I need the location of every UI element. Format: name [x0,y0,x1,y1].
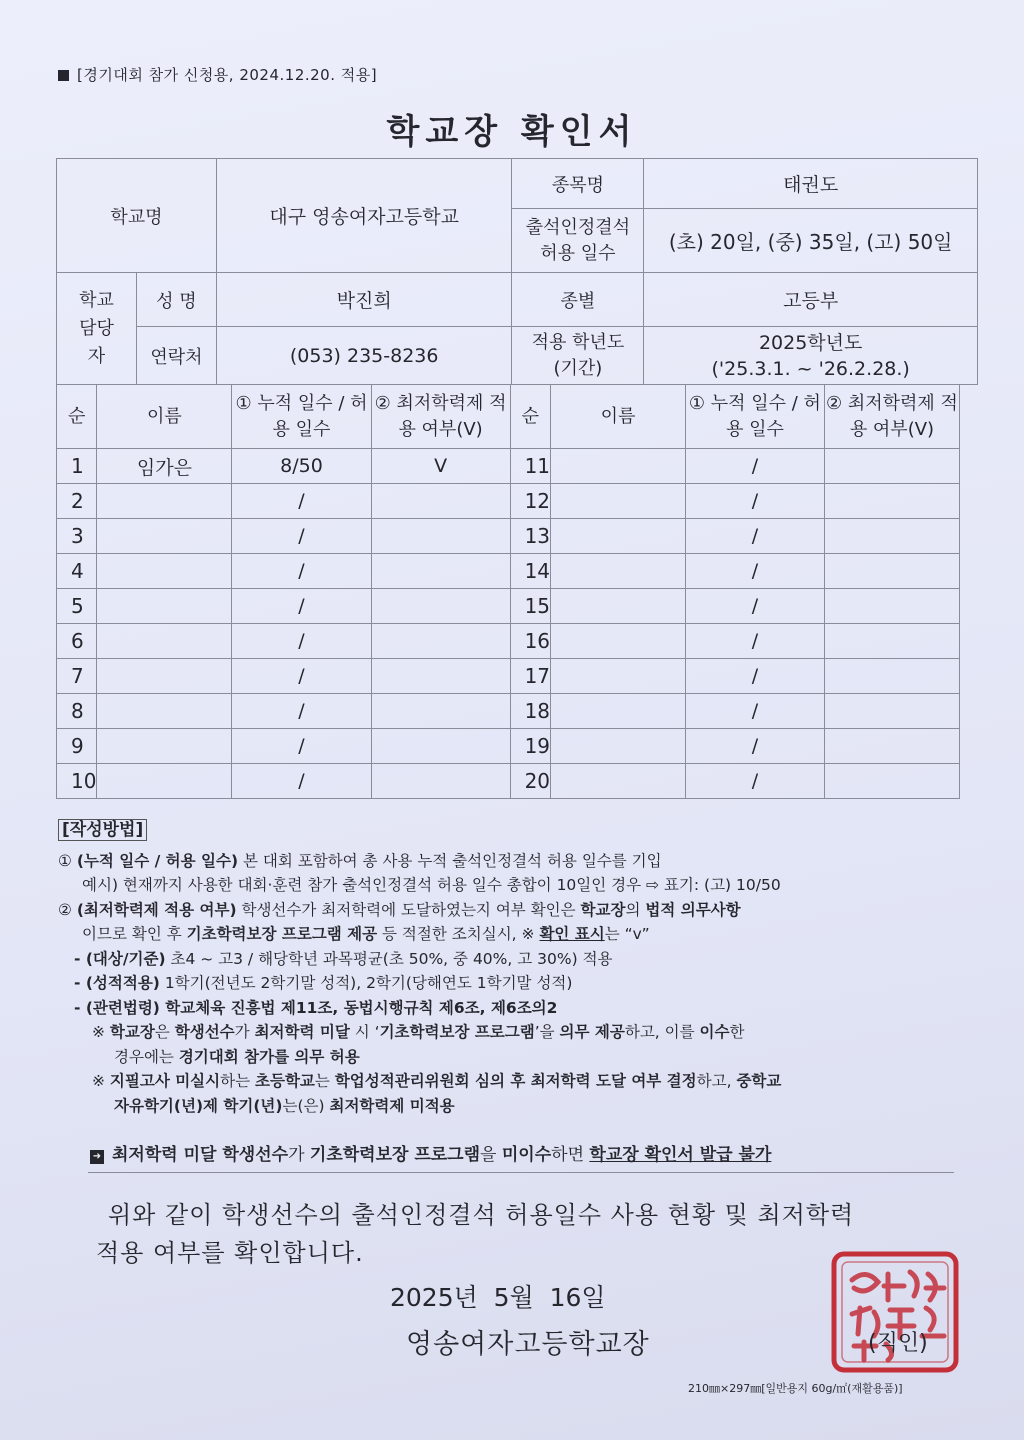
t: 가 [288,1145,310,1165]
t: 최저학력 미달 [254,1023,350,1041]
t: 학교체육 진흥법 제11조, 동법시행규칙 제6조, 제6조의2 [159,998,558,1017]
instruction-item-1 [58,849,968,874]
row-no: 17 [510,659,550,694]
instruction-item-2 [58,898,968,923]
sport-value: 태권도 [644,159,978,209]
t: 최저학력제 미적용 [329,1096,455,1115]
row-minimum [371,519,510,554]
t: 본 대회 포함하여 총 사용 누적 출석인정결석 허용 일수를 기입 [238,851,662,870]
t: ② [58,900,77,919]
instruction-sub-3 [58,996,968,1021]
t: 경기대회 참가를 의무 허용 [178,1047,360,1066]
row-name [551,694,686,729]
row-days: / [232,729,371,764]
checkbox-arrow-icon: ➜ [90,1150,104,1164]
instruction-note-2-cont [58,1094,968,1119]
t: 중학교 [736,1072,782,1090]
row-no: 4 [57,554,97,589]
table-row [57,659,960,694]
square-bullet-icon [58,70,69,81]
t: 경우에는 [114,1047,179,1066]
t: 는(은) [282,1096,330,1115]
row-no: 12 [510,484,550,519]
table-row [57,729,960,764]
row-name [551,449,686,484]
t: 가 [234,1023,255,1041]
row-no: 5 [57,589,97,624]
sport-label: 종목명 [512,159,644,209]
row-minimum [824,484,959,519]
row-name [551,729,686,764]
row-days: / [685,624,824,659]
row-days: / [232,484,371,519]
row-minimum [824,659,959,694]
row-minimum [371,484,510,519]
t: 하면 [551,1145,590,1165]
school-value: 대구 영송여자고등학교 [216,159,512,273]
t: 는 [314,1072,335,1090]
t: - (성적적용) [74,974,160,992]
row-name [551,589,686,624]
row-no: 11 [510,449,550,484]
division-value: 고등부 [644,273,978,327]
paper-spec: 210㎜×297㎜[일반용지 60g/㎡(재활용품)] [688,1382,903,1395]
row-minimum [824,519,959,554]
header-name-left: 이름 [97,385,232,449]
division-label: 종별 [512,273,644,327]
row-name [97,624,232,659]
t: 학교장 [109,1023,155,1041]
header-note-text: [경기대회 참가 신청용, 2024.12.20. 적용] [77,66,378,84]
instruction-note-1 [58,1020,968,1045]
t: 는 “v” [604,925,650,943]
row-no: 9 [57,729,97,764]
row-no: 14 [510,554,550,589]
row-name [97,589,232,624]
t: 자유학기(년)제 학기(년) [114,1096,283,1115]
row-days: / [685,484,824,519]
row-days: / [685,764,824,799]
instructions-title-text: [작성방법] [58,819,147,841]
row-minimum [371,694,510,729]
instruction-note-1-cont [58,1045,968,1070]
statement-line-1: 위와 같이 학생선수의 출석인정결석 허용일수 사용 현황 및 최저학력 [108,1201,855,1229]
t: 을 [480,1145,502,1165]
t: 초4 ~ 고3 / 해당학년 과목평균(초 50%, 중 40%, 고 30%) 적용 [165,949,613,968]
instruction-example: 예시) 현재까지 사용한 대회·훈련 참가 출석인정결석 허용 일수 총합이 10일인 경우 ⇨ 표기: (고) 10/50 [82,876,781,894]
row-no: 8 [57,694,97,729]
t: 학교장 [580,900,626,919]
t: 의무 제공 [559,1023,625,1041]
contact-label: 연락처 [136,327,216,385]
row-name: 임가은 [97,449,232,484]
t: 지필고사 미실시 [109,1072,221,1090]
row-no: 16 [510,624,550,659]
row-name [97,519,232,554]
t: 한 [729,1023,745,1041]
row-minimum [824,729,959,764]
issue-date: 2025년 5월 16일 [390,1283,606,1312]
instructions-section [58,818,968,1118]
t: 학생선수 [174,1023,235,1041]
instruction-sub-1 [58,947,968,972]
row-days: / [232,694,371,729]
row-minimum [371,554,510,589]
row-name [97,694,232,729]
row-no: 19 [510,729,550,764]
t: 등 적절한 조치실시, ※ [377,925,540,943]
document-title: 학교장 확인서 [386,112,638,152]
manager-label: 학교 담당자 [57,273,137,385]
t: 기초학력보장 프로그램 제공 [186,925,378,943]
t: 의 [625,900,646,919]
signer-name: 영송여자고등학교장 [406,1329,650,1360]
instruction-item-2-cont [58,922,968,947]
t: 법적 의무사항 [645,900,741,919]
t: (누적 일수 / 허용 일수) [76,851,239,870]
row-name [97,554,232,589]
header-minimum-right: ② 최저학력제 적용 여부(V) [824,385,959,449]
t: 학업성적관리위원회 심의 후 최저학력 도달 여부 결정 [334,1072,697,1090]
t: 이므로 확인 후 [82,925,187,943]
row-days: / [685,694,824,729]
year-value: 2025학년도 [758,331,863,354]
divider [88,1172,954,1173]
row-days: / [232,519,371,554]
t: 은 [154,1023,175,1041]
school-label: 학교명 [57,159,217,273]
allow-value: (초) 20일, (중) 35일, (고) 50일 [644,209,978,273]
row-minimum [824,589,959,624]
name-label: 성 명 [136,273,216,327]
row-days: / [685,659,824,694]
t: (최저학력제 적용 여부) [76,900,237,919]
header-name-right: 이름 [551,385,686,449]
year-period: ('25.3.1. ~ '26.2.28.) [711,357,910,380]
year-cell [644,327,978,385]
row-minimum [824,449,959,484]
row-name [97,484,232,519]
table-row [57,519,960,554]
t: ’을 [534,1023,560,1041]
contact-value: (053) 235-8236 [216,327,512,385]
confirmation-statement [96,1196,956,1272]
row-minimum [371,764,510,799]
row-minimum [824,764,959,799]
row-minimum: V [371,449,510,484]
row-days: / [232,764,371,799]
roster-body [57,449,960,799]
instruction-sub-2 [58,971,968,996]
t: 기초학력보장 프로그램 [379,1023,535,1041]
instructions-title [58,818,968,843]
seal-label: (직인) [868,1331,928,1356]
row-days: / [685,729,824,764]
header-days-left: ① 누적 일수 / 허용 일수 [232,385,371,449]
t: ※ [92,1023,110,1041]
name-value: 박진희 [216,273,512,327]
row-days: / [685,589,824,624]
row-no: 10 [57,764,97,799]
row-no: 2 [57,484,97,519]
row-minimum [824,694,959,729]
info-table [56,158,978,385]
t: 초등학교 [255,1072,315,1090]
row-no: 20 [510,764,550,799]
table-row [57,764,960,799]
t: 1학기(전년도 2학기말 성적), 2학기(당해연도 1학기말 성적) [159,974,573,992]
row-days: 8/50 [232,449,371,484]
t: 학교장 확인서 발급 불가 [589,1145,772,1165]
row-days: / [232,589,371,624]
table-row [57,589,960,624]
row-name [97,659,232,694]
t: 시 ‘ [349,1023,380,1041]
row-days: / [685,554,824,589]
t: 미이수 [501,1145,552,1165]
row-days: / [685,449,824,484]
t: ※ [92,1072,110,1090]
allow-label: 출석인정결석 허용 일수 [512,209,644,273]
form-header-note [58,64,377,85]
row-name [551,484,686,519]
row-minimum [824,554,959,589]
row-no: 13 [510,519,550,554]
row-name [97,764,232,799]
row-days: / [232,624,371,659]
row-days: / [232,554,371,589]
t: 하고, 이를 [624,1023,700,1041]
t: 최저학력 미달 학생선수 [112,1145,289,1165]
header-no-left: 순 [57,385,97,449]
t: 확인 표시 [539,925,605,943]
issuance-notice [90,1140,771,1165]
row-no: 15 [510,589,550,624]
header-minimum-left: ② 최저학력제 적용 여부(V) [371,385,510,449]
row-no: 18 [510,694,550,729]
row-minimum [371,624,510,659]
row-no: 7 [57,659,97,694]
table-row [57,449,960,484]
t: 학생선수가 최저학력에 도달하였는지 여부 확인은 [236,900,581,919]
statement-line-2: 적용 여부를 확인합니다. [96,1239,364,1267]
t: 기초학력보장 프로그램 [309,1145,481,1165]
t: - (대상/기준) [74,949,166,968]
row-name [551,624,686,659]
year-label: 적용 학년도 (기간) [512,327,644,385]
row-minimum [371,729,510,764]
t: 하고, [696,1072,737,1090]
row-name [551,659,686,694]
table-row [57,484,960,519]
row-name [551,764,686,799]
row-no: 6 [57,624,97,659]
roster-table [56,384,960,799]
table-row [57,624,960,659]
t: 하는 [220,1072,256,1090]
row-minimum [371,589,510,624]
row-name [551,519,686,554]
row-minimum [824,624,959,659]
row-name [97,729,232,764]
row-days: / [685,519,824,554]
header-days-right: ① 누적 일수 / 허용 일수 [685,385,824,449]
header-no-right: 순 [510,385,550,449]
row-no: 1 [57,449,97,484]
row-name [551,554,686,589]
table-row [57,554,960,589]
row-no: 3 [57,519,97,554]
t: 이수 [699,1023,730,1041]
t: ① [58,851,77,870]
row-minimum [371,659,510,694]
table-row [57,694,960,729]
t: - (관련법령) [74,998,160,1017]
row-days: / [232,659,371,694]
instruction-note-2 [58,1069,968,1094]
